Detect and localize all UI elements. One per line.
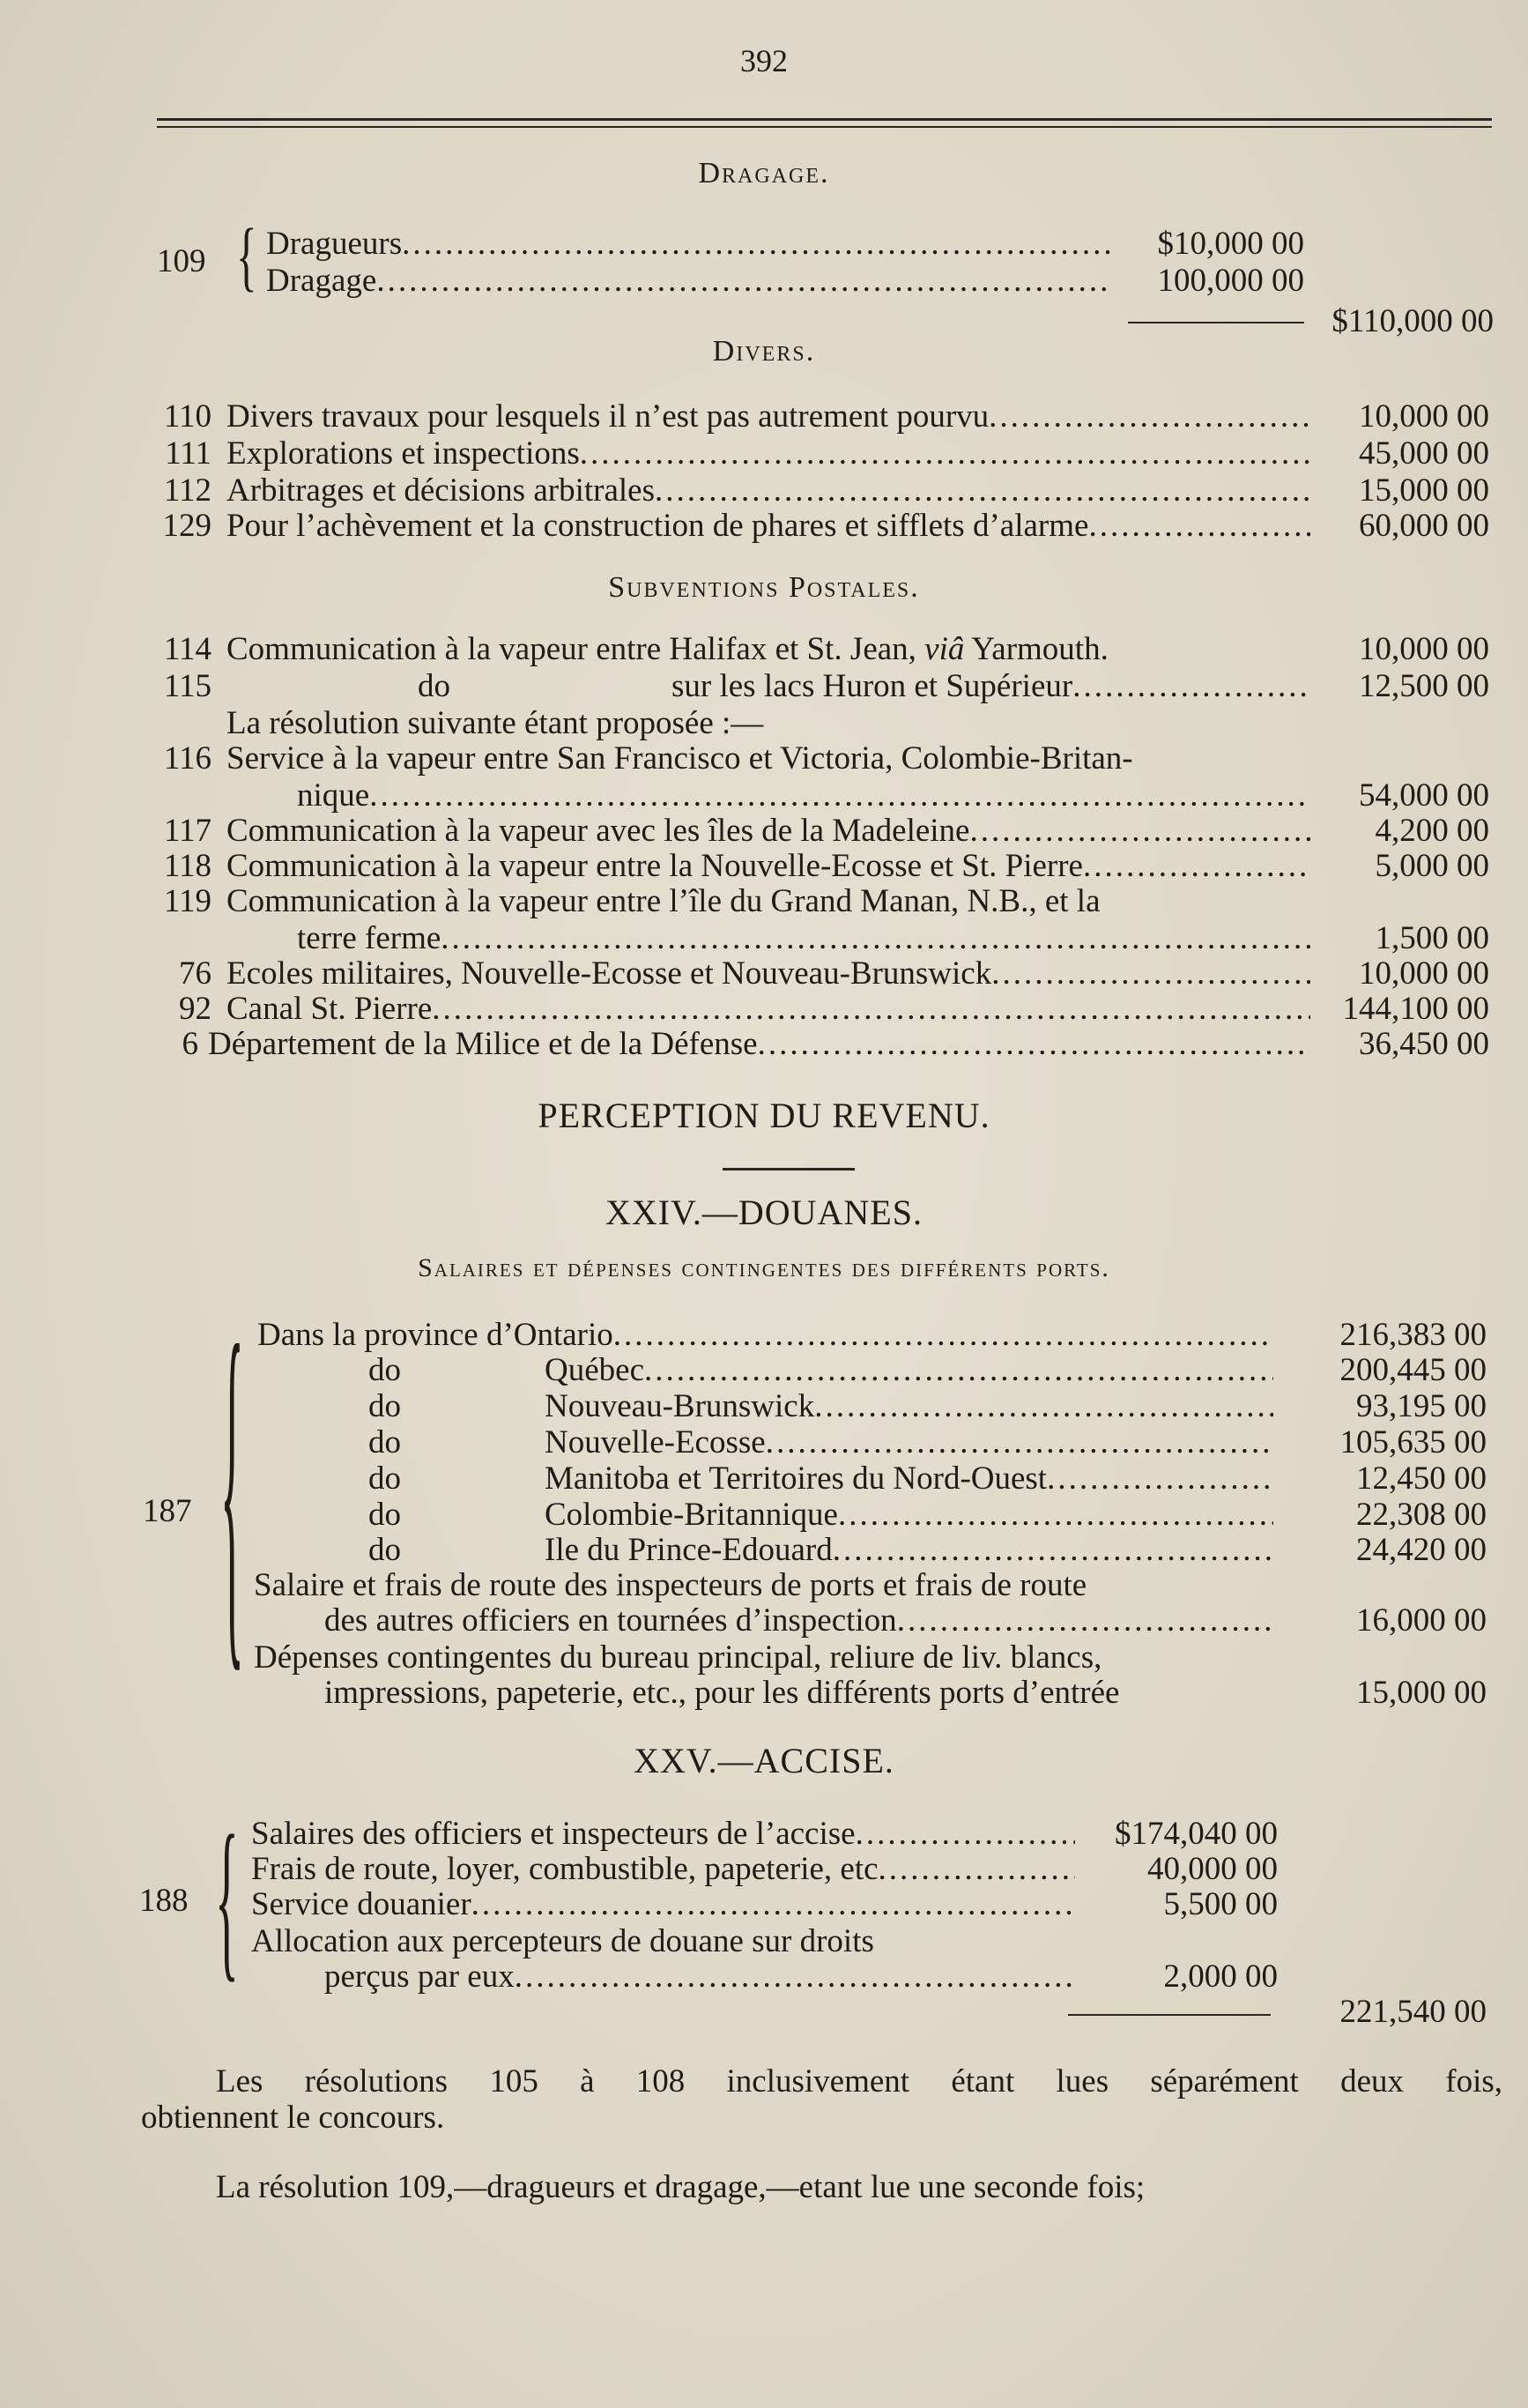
dragage-item: Dragueurs .....: [266, 226, 1110, 263]
item-number: 6: [182, 1026, 198, 1062]
douanes-amount: 93,195 00: [1356, 1388, 1487, 1424]
subvention-amount: 12,500 00: [1359, 668, 1489, 704]
accise-item: Salaires des officiers et inspecteurs de l’accise .....: [251, 1816, 1075, 1853]
section-heading-perception: PERCEPTION DU REVENU.: [538, 1096, 990, 1135]
section-heading-dragage: Dragage.: [698, 157, 830, 190]
dragage-amount: $10,000 00: [1157, 226, 1304, 262]
accise-total: 221,540 00: [1339, 1994, 1487, 2030]
subvention-item: Communication à la vapeur avec les îles de la Madeleine .....: [226, 813, 1310, 850]
douanes-subheading: Salaires et dépenses contingentes des différents ports.: [418, 1253, 1110, 1282]
section-heading-accise: XXV.—ACCISE.: [634, 1741, 894, 1780]
ditto: do: [368, 1532, 401, 1568]
douanes-item: Québec .....: [545, 1352, 1273, 1389]
subvention-item: Service à la vapeur entre San Francisco et Victoria, Colombie-Britan-: [226, 740, 1133, 777]
accise-item: Service douanier .....: [251, 1886, 1075, 1923]
ditto: do: [418, 668, 450, 704]
divers-amount: 10,000 00: [1359, 398, 1489, 435]
total-rule: [1128, 322, 1304, 323]
subvention-item: Département de la Milice et de la Défense .....: [208, 1026, 1310, 1063]
item-number: 187: [143, 1493, 192, 1529]
dragage-total: $110,000 00: [1331, 303, 1494, 339]
item-number: 114: [163, 631, 211, 667]
subvention-item: sur les lacs Huron et Supérieur .....: [671, 668, 1310, 705]
divers-item: Divers travaux pour lesquels il n’est pas autrement pourvu .....: [226, 398, 1310, 435]
ditto: do: [368, 1352, 401, 1388]
divers-item: Arbitrages et décisions arbitrales .....: [226, 472, 1310, 509]
subvention-amount: 36,450 00: [1359, 1026, 1489, 1062]
item-number: 117: [163, 813, 211, 849]
accise-amount: 40,000 00: [1147, 1851, 1278, 1887]
douanes-item-cont: impressions, papeterie, etc., pour les différents ports d’entrée: [324, 1675, 1120, 1711]
subvention-item: Communication à la vapeur entre l’île du Grand Manan, N.B., et la: [226, 883, 1101, 919]
dragage-item: Dragage .....: [266, 263, 1110, 300]
section-heading-divers: Divers.: [712, 335, 816, 368]
page-number: 392: [740, 43, 788, 78]
item-number: 118: [163, 848, 211, 884]
douanes-item: Nouveau-Brunswick .....: [545, 1388, 1273, 1425]
douanes-amount: 216,383 00: [1339, 1317, 1487, 1353]
item-number: 110: [163, 398, 211, 435]
divers-item: Explorations et inspections .....: [226, 435, 1310, 472]
accise-amount: 2,000 00: [1163, 1958, 1278, 1995]
accise-item: Frais de route, loyer, combustible, papeterie, etc .....: [251, 1851, 1075, 1888]
accise-item-cont: perçus par eux .....: [324, 1958, 1075, 1996]
section-heading-subventions: Subventions Postales.: [608, 571, 920, 604]
subvention-amount: 4,200 00: [1375, 813, 1489, 849]
item-number: 92: [179, 991, 211, 1027]
divers-amount: 15,000 00: [1359, 472, 1489, 509]
brace: {: [220, 1273, 244, 1708]
accise-amount: $174,040 00: [1115, 1816, 1278, 1852]
section-heading-douanes: XXIV.—DOUANES.: [605, 1193, 923, 1232]
douanes-amount: 105,635 00: [1339, 1424, 1487, 1460]
ditto: do: [368, 1388, 401, 1424]
subvention-amount: 10,000 00: [1359, 955, 1489, 992]
subvention-item: Ecoles militaires, Nouvelle-Ecosse et Nouveau-Brunswick .....: [226, 955, 1310, 992]
closing-paragraph-2: La résolution 109,—dragueurs et dragage,—etant lue une seconde fois;: [216, 2169, 1146, 2205]
subvention-amount: 5,000 00: [1375, 848, 1489, 884]
closing-paragraph: Les résolutions 105 à 108 inclusivement étant lues séparément deux fois,: [216, 2063, 1502, 2100]
douanes-amount: 12,450 00: [1356, 1460, 1487, 1497]
item-number: 115: [163, 668, 211, 704]
douanes-amount: 200,445 00: [1339, 1352, 1487, 1388]
item-number: 112: [163, 472, 211, 509]
brace: {: [215, 1802, 239, 1999]
douanes-amount: 22,308 00: [1356, 1497, 1487, 1533]
divers-item: Pour l’achèvement et la construction de phares et sifflets d’alarme .....: [226, 508, 1310, 545]
item-number: 111: [165, 435, 211, 472]
subvention-item: Communication à la vapeur entre la Nouvelle-Ecosse et St. Pierre .....: [226, 848, 1310, 885]
subvention-item-cont: nique .....: [297, 777, 1310, 814]
accise-item: Allocation aux percepteurs de douane sur droits: [251, 1923, 874, 1959]
subvention-item-cont: terre ferme .....: [297, 920, 1310, 957]
douanes-amount: 16,000 00: [1356, 1602, 1487, 1639]
item-number: 119: [163, 883, 211, 919]
item-number: 76: [179, 955, 211, 992]
ditto: do: [368, 1424, 401, 1460]
ditto: do: [368, 1497, 401, 1533]
douanes-item: Manitoba et Territoires du Nord-Ouest .....: [545, 1460, 1273, 1498]
douanes-item: Dépenses contingentes du bureau principal, reliure de liv. blancs,: [254, 1639, 1102, 1676]
accise-amount: 5,500 00: [1163, 1886, 1278, 1922]
brace: {: [236, 214, 257, 300]
header-rule-inner: [157, 126, 1492, 128]
douanes-amount: 15,000 00: [1356, 1675, 1487, 1711]
closing-paragraph-cont: obtiennent le concours.: [141, 2100, 445, 2136]
subvention-amount: 1,500 00: [1375, 920, 1489, 956]
douanes-amount: 24,420 00: [1356, 1532, 1487, 1568]
subvention-item: Communication à la vapeur entre Halifax et St. Jean, viâ Yarmouth.: [226, 631, 1109, 667]
item-number: 109: [157, 243, 206, 279]
douanes-item-cont: des autres officiers en tournées d’inspection .....: [324, 1602, 1273, 1639]
douanes-item: Salaire et frais de route des inspecteurs de ports et frais de route: [254, 1567, 1087, 1603]
total-rule: [1068, 2014, 1271, 2016]
item-number: 116: [163, 740, 211, 777]
short-rule: [723, 1168, 855, 1171]
ditto: do: [368, 1460, 401, 1497]
douanes-item: Colombie-Britannique .....: [545, 1497, 1273, 1534]
divers-amount: 45,000 00: [1359, 435, 1489, 472]
subvention-amount: 10,000 00: [1359, 631, 1489, 667]
dragage-amount: 100,000 00: [1157, 263, 1304, 299]
subvention-amount: 54,000 00: [1359, 777, 1489, 814]
subvention-amount: 144,100 00: [1342, 991, 1489, 1027]
subvention-item: Canal St. Pierre .....: [226, 991, 1310, 1028]
douanes-item: Nouvelle-Ecosse .....: [545, 1424, 1273, 1461]
item-number: 188: [139, 1883, 189, 1919]
item-number: 129: [162, 508, 211, 544]
douanes-item: Ile du Prince-Edouard .....: [545, 1532, 1273, 1569]
divers-amount: 60,000 00: [1359, 508, 1489, 544]
douanes-item: Dans la province d’Ontario .....: [257, 1317, 1273, 1354]
resolution-note: La résolution suivante étant proposée :—: [226, 705, 764, 741]
header-rule: [157, 118, 1492, 121]
